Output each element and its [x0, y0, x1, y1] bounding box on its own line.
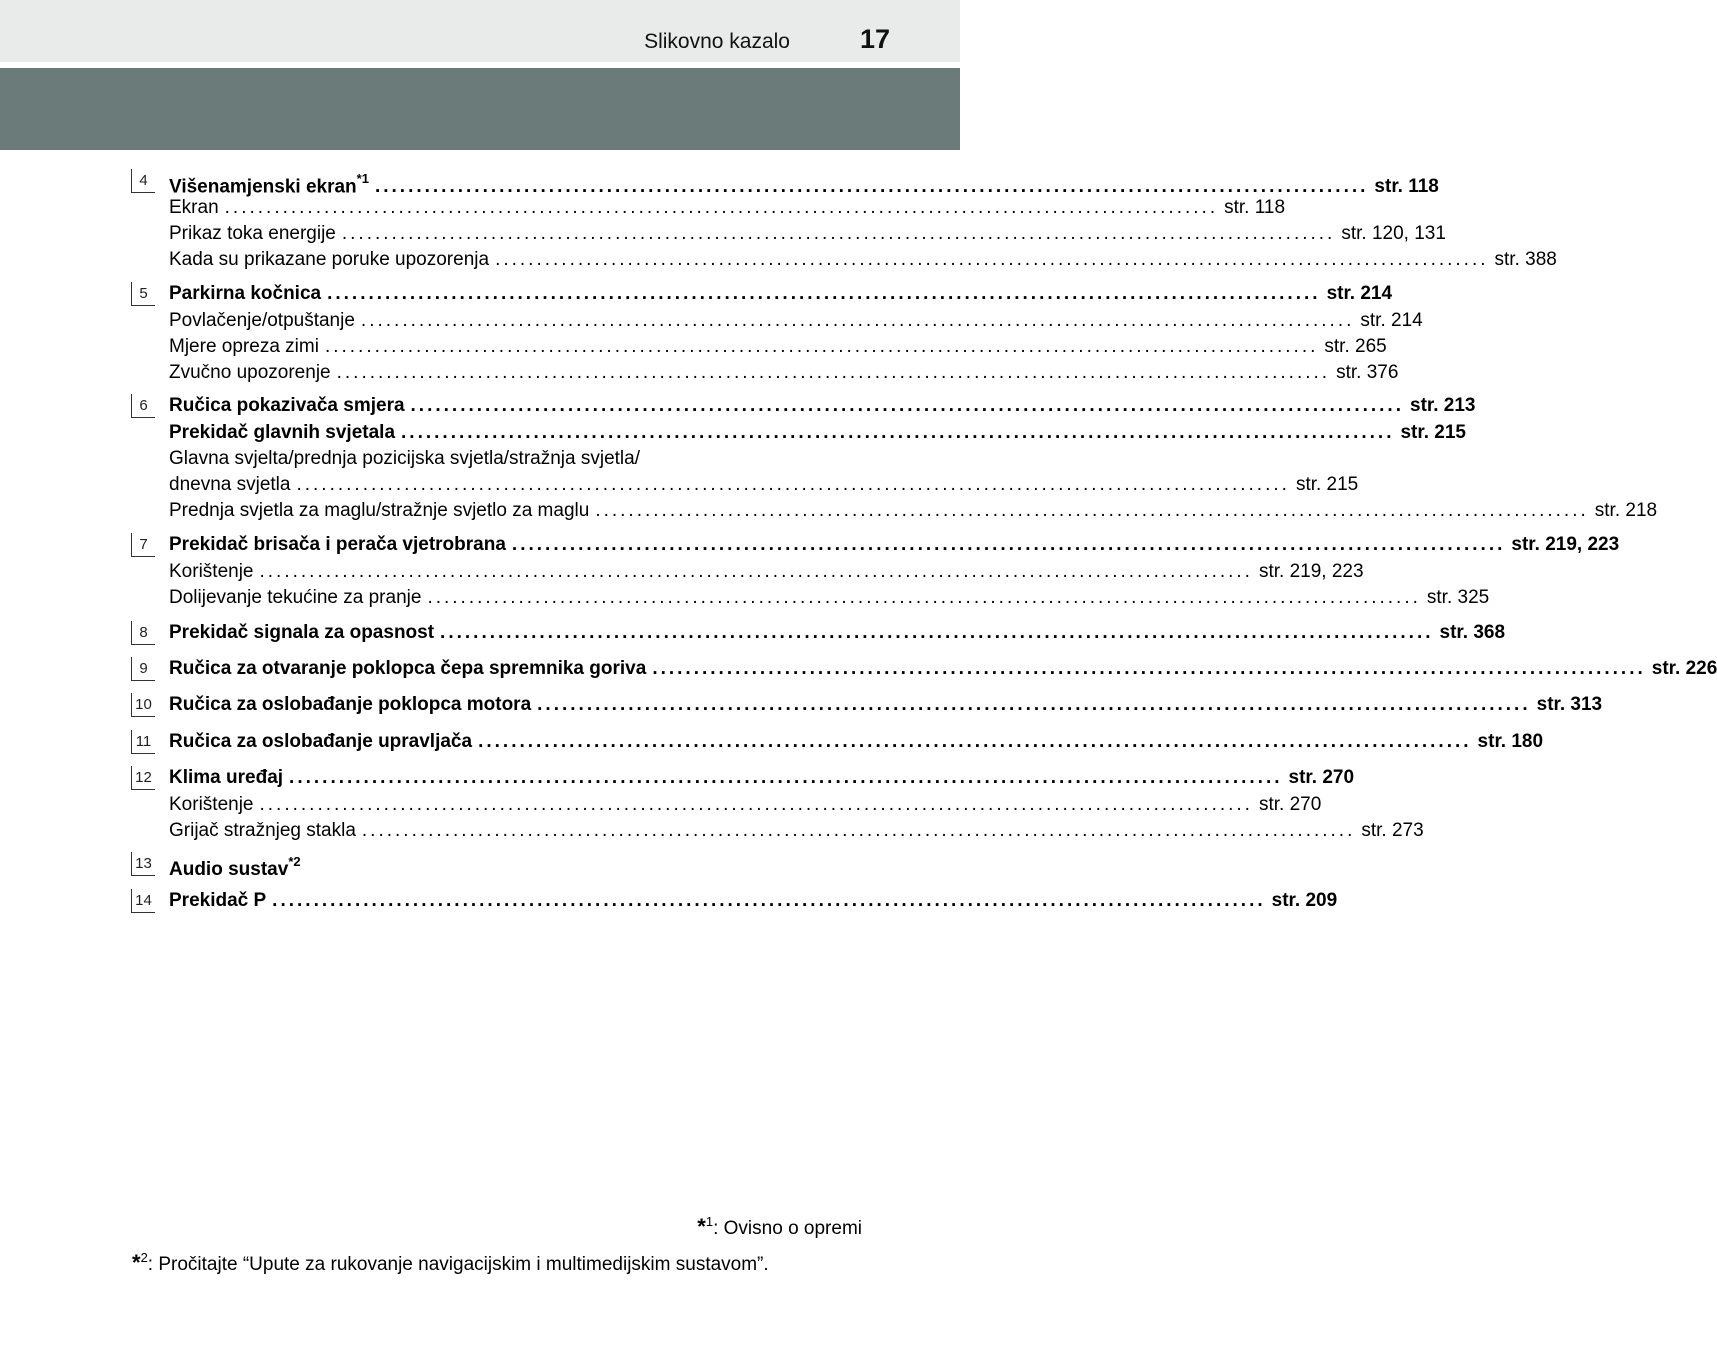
item-label: dnevna svjetla	[169, 474, 291, 495]
item-label: Korištenje	[169, 794, 254, 815]
page-number: 17	[859, 24, 890, 54]
leader-dots: ........................................................................................................................	[259, 794, 1253, 815]
item-number: 8	[131, 621, 155, 645]
leader-dots: ........................................................................................................................	[537, 694, 1531, 715]
section-title: Slikovno kazalo	[644, 30, 790, 53]
page-reference[interactable]: str. 118	[1374, 176, 1439, 198]
leader-dots: ........................................................................................................................	[427, 587, 1421, 608]
leader-dots: ........................................................................................................................	[374, 176, 1369, 198]
item-label: Prednja svjetla za maglu/stražnje svjetlo za maglu	[169, 500, 590, 521]
index-subitem	[169, 308, 1423, 334]
page-reference[interactable]: str. 376	[1336, 362, 1399, 383]
leader-dots: ........................................................................................................................	[495, 249, 1489, 270]
item-label: Ekran	[169, 197, 219, 218]
footnote-ref: *1	[356, 171, 369, 186]
index-heading	[169, 656, 1717, 682]
leader-dots: ........................................................................................................................	[361, 820, 1356, 841]
index-heading	[169, 692, 1603, 718]
page-reference[interactable]: str. 368	[1439, 622, 1506, 643]
page-reference[interactable]: str. 214	[1326, 283, 1393, 304]
index-subitem	[169, 472, 1359, 498]
index-subitem	[169, 446, 823, 472]
leader-dots: ........................................................................................................................	[296, 474, 1290, 495]
item-label: Ručica za oslobađanje upravljača	[169, 731, 473, 752]
leader-dots: ........................................................................................................................	[360, 310, 1355, 331]
item-number: 6	[131, 394, 155, 418]
item-label: Ručica pokazivača smjera	[169, 395, 405, 416]
item-number: 12	[131, 766, 155, 790]
index-heading	[169, 420, 1466, 446]
item-label: Prekidač glavnih svjetala	[169, 422, 396, 443]
item-number: 14	[131, 889, 155, 913]
leader-dots: ........................................................................................................................	[324, 336, 1319, 357]
index-heading	[169, 765, 1355, 791]
item-label: Ručica za oslobađanje poklopca motora	[169, 694, 532, 715]
page-reference[interactable]: str. 270	[1288, 767, 1355, 788]
index-heading	[169, 620, 1506, 646]
page-reference[interactable]: str. 388	[1494, 249, 1557, 270]
item-number: 9	[131, 657, 155, 681]
footnote-2: *$^2$: Pročitajte “Upute za rukovanje navigacijskim i multimedijskim sustavom”.	[132, 1250, 769, 1275]
index-subitem	[169, 818, 1424, 844]
item-label: Glavna svjelta/prednja pozicijska svjetla/stražnja svjetla/	[169, 448, 640, 469]
footnote-ref: *2	[288, 854, 301, 869]
item-number: 10	[131, 693, 155, 717]
footnote-1: *$^1$: Ovisno o opremi	[697, 1214, 862, 1239]
item-label: Parkirna kočnica	[169, 283, 322, 304]
item-number: 7	[131, 533, 155, 557]
item-number: 4	[131, 169, 155, 193]
leader-dots: ........................................................................................................................	[440, 622, 1434, 643]
item-label: Prekidač signala za opasnost	[169, 622, 435, 643]
index-subitem	[169, 585, 1490, 611]
leader-dots: ........................................................................................................................	[336, 362, 1331, 383]
page-reference[interactable]: str. 213	[1410, 395, 1476, 416]
page-reference[interactable]: str. 180	[1477, 731, 1544, 752]
item-label: Prekidač brisača i perača vjetrobrana	[169, 534, 506, 555]
item-label: Povlačenje/otpuštanje	[169, 310, 355, 331]
item-label: Prikaz toka energije	[169, 223, 336, 244]
page-reference[interactable]: str. 270	[1258, 794, 1322, 815]
item-label: Zvučno upozorenje	[169, 362, 331, 383]
page-reference[interactable]: str. 325	[1426, 587, 1490, 608]
item-label: Prekidač P	[169, 890, 267, 911]
item-number: 13	[131, 852, 155, 876]
item-label: Audio sustav$^{*2}$	[169, 854, 301, 881]
item-label: Ručica za otvaranje poklopca čepa spremnika goriva	[169, 658, 647, 679]
item-label: Korištenje	[169, 561, 254, 582]
item-number: 11	[131, 730, 155, 754]
leader-dots: ........................................................................................................................	[511, 534, 1506, 555]
page-reference[interactable]: str. 219, 223	[1258, 561, 1364, 582]
page-reference[interactable]: str. 218	[1594, 500, 1658, 521]
index-subitem	[169, 221, 1446, 247]
page-reference[interactable]: str. 273	[1361, 820, 1424, 841]
leader-dots: ........................................................................................................................	[410, 395, 1404, 416]
page-header	[0, 0, 960, 62]
leader-dots: ........................................................................................................................	[289, 767, 1283, 788]
index-subitem	[169, 498, 1658, 524]
page-reference[interactable]: str. 215	[1400, 422, 1466, 443]
item-number: 5	[131, 282, 155, 306]
item-label: Mjere opreza zimi	[169, 336, 319, 357]
leader-dots: ........................................................................................................................	[341, 223, 1336, 244]
index-subitem	[169, 559, 1364, 585]
page-reference[interactable]: str. 209	[1271, 890, 1338, 911]
page-reference[interactable]: str. 219, 223	[1511, 534, 1620, 555]
item-label: Grijač stražnjeg stakla	[169, 820, 356, 841]
index-subitem	[169, 360, 1399, 386]
item-label: Višenamjenski ekran$^{*1}$	[169, 171, 369, 198]
index-heading	[169, 729, 1544, 755]
leader-dots: ........................................................................................................................	[595, 500, 1589, 521]
index-heading	[169, 888, 1338, 914]
page-reference[interactable]: str. 226	[1651, 658, 1717, 679]
leader-dots: ........................................................................................................................	[652, 658, 1646, 679]
item-label: Kada su prikazane poruke upozorenja	[169, 249, 490, 270]
index-subitem	[169, 195, 1286, 221]
leader-dots: ........................................................................................................................	[478, 731, 1472, 752]
leader-dots: ........................................................................................................................	[259, 561, 1253, 582]
page-reference[interactable]: str. 120, 131	[1341, 223, 1446, 244]
page-reference[interactable]: str. 313	[1536, 694, 1603, 715]
leader-dots: ........................................................................................................................	[327, 283, 1321, 304]
header-band	[0, 68, 960, 150]
item-label: Klima uređaj	[169, 767, 284, 788]
leader-dots: ........................................................................................................................	[224, 197, 1219, 218]
index-heading	[169, 281, 1393, 307]
index-subitem	[169, 792, 1322, 818]
leader-dots: ........................................................................................................................	[401, 422, 1395, 443]
index-heading	[169, 532, 1620, 558]
index-heading	[169, 168, 1439, 198]
index-heading	[169, 393, 1476, 419]
index-subitem	[169, 247, 1557, 273]
item-label: Dolijevanje tekućine za pranje	[169, 587, 422, 608]
page-reference[interactable]: str. 265	[1324, 336, 1387, 357]
page-reference[interactable]: str. 118	[1224, 197, 1286, 218]
leader-dots: ........................................................................................................................	[272, 890, 1266, 911]
index-subitem	[169, 334, 1387, 360]
page-reference[interactable]: str. 214	[1360, 310, 1423, 331]
page-reference[interactable]: str. 215	[1295, 474, 1359, 495]
index-heading	[169, 851, 823, 881]
